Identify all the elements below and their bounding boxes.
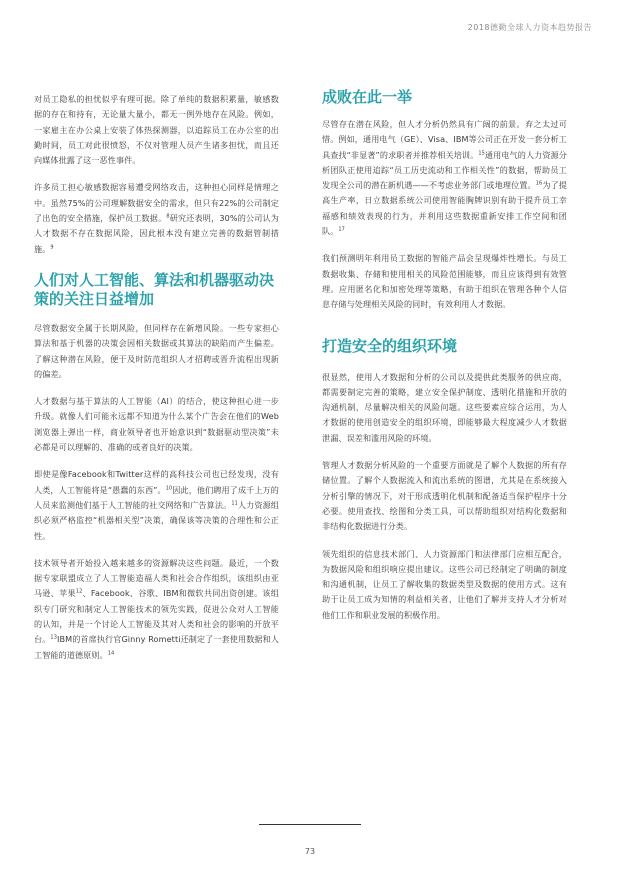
footnote-ref: 11 <box>231 500 238 507</box>
footer-divider <box>259 824 361 825</box>
paragraph: 我们预测明年利用员工数据的智能产品会呈现爆炸性增长。与员工数据收集、存储和使用相关的风险范围能够，而且应该得到有效管理。应用匿名化和加密处理等策略，有助于组织在管理各种个人信息存储与处理相关风险的同时，有效利用人才数据。 <box>322 253 567 310</box>
paragraph: 领先组织的信息技术部门、人力资源部门和法律部门应相互配合，为数据风险和组织响应提出建议。这些公司已经制定了明确的制度和沟通机制，让员工了解收集的数据类型及数据的使用方式。这有助于让员工成为知情的利益相关者，让他们了解并支持人才分析对他们工作和职业发展的积极作用。 <box>322 548 567 620</box>
footnote-ref: 12 <box>75 588 83 595</box>
footnote-ref: 15 <box>478 149 485 156</box>
footnote-ref: 14 <box>107 649 115 656</box>
footnote-ref: 13 <box>50 634 57 641</box>
running-header: 2018德勤全球人力资本趋势报告 <box>467 23 592 32</box>
footnote-ref: 10 <box>165 484 173 491</box>
footnote-ref: 9 <box>50 243 54 250</box>
paragraph: 尽管数据安全属于长期风险，但同样存在新增风险。一些专家担心算法和基于机器的决策会因相关数据或其算法的缺陷而产生偏差。了解这种潜在风险，便于及时防范组织人才招聘或晋升流程出现新的偏差。 <box>34 322 279 379</box>
paragraph: 即使是像Facebook和Twitter这样的高科技公司也已经发现，没有人类，人工智能将是“愚蠢的东西”。$^{10}$因此，他们聘用了成千上万的人员来监测他们基于人工智能的社交网络和广告算法。$^{11}$人力资源组织必须严格监控“机器相关型”决策，确保该等决策的合理性和公正性。 <box>34 469 279 541</box>
section-heading-make-or-break: 成败在此一举 <box>322 88 413 106</box>
paragraph: 很显然，使用人才数据和分析的公司以及提供此类服务的供应商，都需要制定完善的策略，建立安全保护制度、透明化措施和开放的沟通机制，尽量解决相关的风险问题。这些要素应综合运用，为人才数据的使用创造安全的组织环境，即能够最大程度减少人才数据泄漏、误差和滥用风险的环境。 <box>322 371 567 443</box>
paragraph: 许多员工担心敏感数据容易遭受网络攻击，这种担心同样是情理之中。虽然75%的公司理解数据安全的需求，但只有22%的公司制定了出色的安全措施，保护员工数据。$^8$研究还表明，30%的公司认为人才数据不存在数据风险，因此根本没有建立完善的数据管制措施。$^9$ <box>34 182 279 254</box>
paragraph: 技术领导者开始投入越来越多的资源解决这些问题。最近，一个数据专家联盟成立了人工智能造福人类和社会合作组织，该组织由亚马逊、苹果$^{12}$、Facebook、谷歌、IBM和微软共同出资创建。该组织专门研究和制定人工智能技术的领先实践，促进公众对人工智能的认知，并是一个讨论人工智能及其对人类和社会的影响的开放平台。$^{13}$IBM的首席执行官Ginny Rometti还制定了一套使用数据和人工智能的道德原则。$^{14}$ <box>34 557 280 660</box>
paragraph: 尽管存在潜在风险，但人才分析仍然具有广阔的前景。弃之太过可惜。例如，通用电气（GE）、Visa、IBM等公司正在开发一套分析工具查找“非显著”的求职者并推荐相关培训。$^{15}$通用电气的人力资源分析团队正使用追踪“员工历史流动和工作相关性”的数据，帮助员工发现全公司的潜在新机遇——不考虑业务部门或地理位置。$^{16}$为了提高生产率，日立数据系统公司使用智能胸牌识别有助于提升员工幸福感和绩效表现的行为，并利用这些数据重新安排工作空间和团队。$^{17}$ <box>322 119 567 237</box>
right-column <box>322 88 567 635</box>
section-heading-safe-environment: 打造安全的组织环境 <box>322 336 458 355</box>
footnote-ref: 8 <box>166 213 170 220</box>
footnote-ref: 16 <box>535 180 543 187</box>
section-heading-ai-concern: 人们对人工智能、算法和机器驱动决策的关注日益增加 <box>34 270 275 308</box>
paragraph: 管理人才数据分析风险的一个重要方面就是了解个人数据的所有存储位置。了解个人数据流入和流出系统的图谱，尤其是在系统接入分析引擎的情况下，对于形成透明化机制和配备适当保护程序十分必要。使用查找、绘图和分类工具，可以帮助组织对结构化数据和非结构化数据进行分类。 <box>322 460 567 532</box>
footnote-ref: 17 <box>338 226 345 233</box>
paragraph: 人才数据与基于算法的人工智能（AI）的结合，使这种担心进一步升级。就像人们可能永远都不知道为什么某个广告会在他们的Web浏览器上弹出一样，商业领导者也开始意识到“数据驱动型决策”未必都是可以理解的、准确的或者良好的决策。 <box>34 396 279 453</box>
paragraph: 对员工隐私的担忧似乎有理可据。除了单纯的数据积累量，敏感数据的存在和持有，无论量大量小，都无一例外地存在风险。例如，一家雇主在办公桌上安装了体热探测器，以追踪员工在办公室的出勤时间，员工对此很愤怒，不仅对管理人员产生诸多担忧，而且还向媒体批露了这一恶性事件。 <box>34 94 279 166</box>
page-number: 73 <box>304 847 316 856</box>
left-column <box>34 92 279 675</box>
